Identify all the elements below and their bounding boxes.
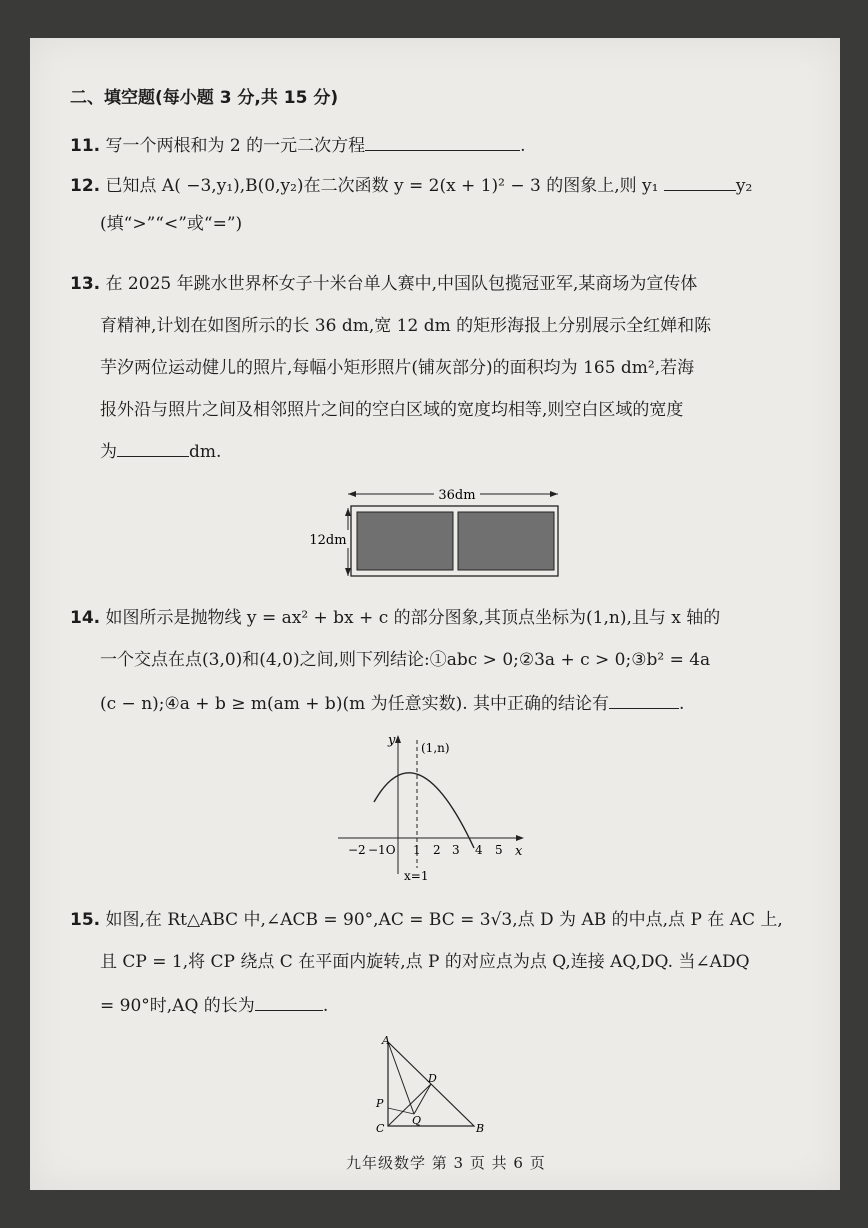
q11-number: 11.	[70, 136, 101, 156]
q13-line4: 报外沿与照片之间及相邻照片之间的空白区域的宽度均相等,则空白区域的宽度	[100, 400, 684, 420]
q15-line2: 且 CP = 1,将 CP 绕点 C 在平面内旋转,点 P 的对应点为点 Q,连接 AQ,DQ. 当∠ADQ	[100, 952, 750, 972]
question-14	[70, 606, 720, 630]
q14-line3-text: (c − n);④a + b ≥ m(am + b)(m 为任意实数). 其中正确的结论有	[100, 694, 610, 714]
vertex-label: (1,n)	[421, 741, 450, 755]
q13-line5-unit: dm.	[189, 442, 222, 462]
point-c-label: C	[376, 1122, 385, 1135]
question-15	[70, 908, 783, 932]
tick-label: 4	[475, 843, 483, 857]
point-p-label: P	[376, 1097, 384, 1110]
tick-label: 2	[433, 843, 441, 857]
q11-text: 写一个两根和为 2 的一元二次方程	[105, 136, 366, 156]
q15-line1: 如图,在 Rt△ABC 中,∠ACB = 90°,AC = BC = 3√3,点 D 为 AB 的中点,点 P 在 AC 上,	[105, 910, 783, 930]
q13-answer-blank[interactable]	[117, 438, 189, 457]
photo-left	[357, 512, 453, 570]
photo-right	[458, 512, 554, 570]
point-a-label: A	[382, 1034, 390, 1047]
question-11	[70, 132, 526, 158]
y-axis-label: y	[388, 733, 396, 748]
poster-height-label: 12dm	[309, 533, 347, 548]
q15-line3	[100, 992, 328, 1018]
page-footer: 九年级数学 第 3 页 共 6 页	[346, 1154, 546, 1172]
point-d-label: D	[428, 1072, 437, 1085]
triangle-figure	[366, 1034, 490, 1136]
question-13	[70, 272, 697, 296]
q14-line3	[100, 690, 684, 716]
parabola-figure	[334, 730, 530, 882]
q12-answer-blank[interactable]	[664, 172, 736, 191]
q13-line5	[100, 438, 221, 464]
point-q-label: Q	[412, 1114, 422, 1127]
q14-line2: 一个交点在点(3,0)和(4,0)之间,则下列结论:①abc > 0;②3a + c > 0;③b² = 4a	[100, 650, 711, 670]
section-title: 二、填空题(每小题 3 分,共 15 分)	[70, 88, 339, 108]
q14-end: .	[679, 694, 685, 714]
segment-aq	[388, 1042, 414, 1114]
tick-label: −1O	[368, 843, 396, 857]
q14-number: 14.	[70, 608, 101, 628]
q12-number: 12.	[70, 176, 101, 196]
q12-line1: 已知点 A( −3,y₁),B(0,y₂)在二次函数 y = 2(x + 1)² − 3 的图象上,则 y₁	[105, 176, 659, 196]
parabola-curve	[374, 773, 474, 848]
tick-label: 3	[452, 843, 460, 857]
q13-line1: 在 2025 年跳水世界杯女子十米台单人赛中,中国队包揽冠亚军,某商场为宣传体	[105, 274, 698, 294]
q15-end: .	[322, 996, 329, 1016]
q13-line2: 育精神,计划在如图所示的长 36 dm,宽 12 dm 的矩形海报上分别展示全红婵和陈	[100, 316, 712, 336]
q12-line2: (填“>”“<”或“=”)	[100, 214, 243, 234]
tick-label: −2	[348, 843, 366, 857]
poster-figure	[306, 484, 568, 580]
q14-line1: 如图所示是抛物线 y = ax² + bx + c 的部分图象,其顶点坐标为(1,n),且与 x 轴的	[105, 608, 721, 628]
q15-number: 15.	[70, 910, 101, 930]
q13-number: 13.	[70, 274, 101, 294]
x-axis-label: x	[515, 844, 523, 859]
q13-line3: 芋汐两位运动健儿的照片,每幅小矩形照片(铺灰部分)的面积均为 165 dm²,若海	[100, 358, 695, 378]
q14-answer-blank[interactable]	[609, 690, 679, 709]
q11-answer-blank[interactable]	[365, 132, 520, 151]
segment-dq	[414, 1084, 431, 1114]
question-12	[70, 172, 752, 198]
q11-end: .	[520, 136, 526, 156]
point-b-label: B	[476, 1122, 485, 1135]
q12-y2: y₂	[735, 176, 753, 196]
tick-label: 1	[413, 843, 421, 857]
segment-cd	[388, 1084, 431, 1126]
q15-line3-text: = 90°时,AQ 的长为	[100, 996, 255, 1016]
tick-label: 5	[495, 843, 503, 857]
q13-line5-start: 为	[100, 442, 117, 462]
q15-answer-blank[interactable]	[255, 992, 323, 1011]
symmetry-axis-label: x=1	[404, 869, 429, 882]
poster-width-label: 36dm	[438, 488, 476, 503]
